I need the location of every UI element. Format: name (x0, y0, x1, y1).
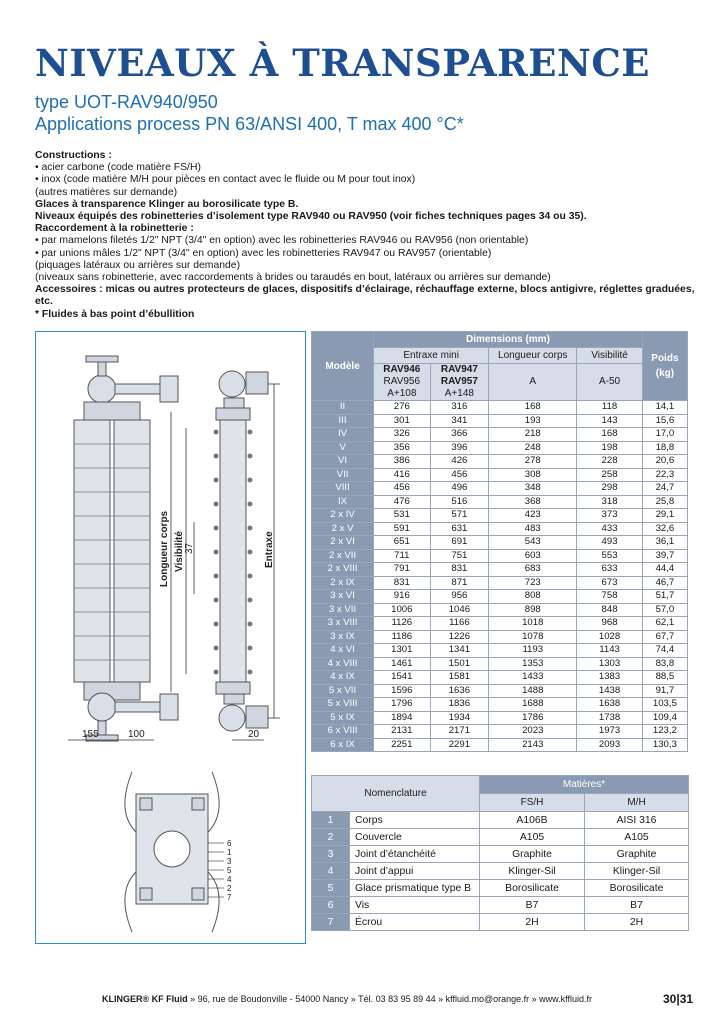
table-cell: 968 (577, 617, 643, 631)
model-cell: 3 x VII (312, 603, 374, 617)
model-cell: IX (312, 495, 374, 509)
table-cell: 1046 (430, 603, 489, 617)
label-longueur-corps: Longueur corps (159, 510, 170, 587)
model-cell: 2 x VI (312, 536, 374, 550)
table-cell: 456 (374, 482, 430, 496)
part-label: 2 (227, 884, 232, 893)
table-cell: 1006 (374, 603, 430, 617)
part-number-cell: 6 (312, 897, 350, 914)
table-row (312, 829, 689, 846)
header-fsh: FS/H (480, 794, 585, 812)
material-cell: A105 (585, 829, 689, 846)
table-cell: 651 (374, 536, 430, 550)
table-cell: 543 (489, 536, 577, 550)
table-cell: 1193 (489, 644, 577, 658)
material-cell: Graphite (480, 846, 585, 863)
material-cell: B7 (480, 897, 585, 914)
table-row (312, 414, 688, 428)
model-cell: 2 x VII (312, 549, 374, 563)
table-cell: 62,1 (642, 617, 687, 631)
footer-address: » 96, rue de Boudonville - 54000 Nancy » Tél. 03 83 95 89 44 » kffluid.mo@orange.fr » www.kffluid.fr (187, 994, 593, 1004)
model-cell: 5 x VII (312, 684, 374, 698)
technical-drawing (35, 331, 306, 944)
header-a: A (489, 364, 577, 401)
part-label: 5 (227, 866, 232, 875)
table-cell: 29,1 (642, 509, 687, 523)
table-cell: 476 (374, 495, 430, 509)
table-cell: 758 (577, 590, 643, 604)
materials-table-body (312, 812, 689, 931)
description (35, 150, 695, 321)
table-cell: 91,7 (642, 684, 687, 698)
table-cell: 2023 (489, 725, 577, 739)
table-cell: 74,4 (642, 644, 687, 658)
table-cell: 496 (430, 482, 489, 496)
label-visibilite: Visibilité (174, 531, 185, 572)
table-row (312, 897, 689, 914)
model-cell: 2 x IV (312, 509, 374, 523)
table-cell: 433 (577, 522, 643, 536)
dim-100: 100 (128, 729, 145, 740)
table-cell: 591 (374, 522, 430, 536)
model-cell: 3 x VIII (312, 617, 374, 631)
table-row (312, 495, 688, 509)
table-cell: 1226 (430, 630, 489, 644)
table-cell: 341 (430, 414, 489, 428)
raccordement-line: (niveaux sans robinetterie, avec raccordements à brides ou taraudés en bout, latéraux ou arrières sur demande) (35, 272, 551, 284)
model-cell: 3 x VI (312, 590, 374, 604)
table-cell: 130,3 (642, 738, 687, 752)
header-poids (642, 332, 687, 401)
model-cell: 4 x VI (312, 644, 374, 658)
part-label: 1 (227, 848, 232, 857)
table-cell: 168 (489, 401, 577, 415)
part-number-cell: 2 (312, 829, 350, 846)
header-rav946 (374, 364, 430, 401)
table-cell: 368 (489, 495, 577, 509)
table-cell: 916 (374, 590, 430, 604)
table-cell: 301 (374, 414, 430, 428)
constructions-line: • inox (code matière M/H pour pièces en contact avec le fluide ou M pour tout inox) (35, 174, 416, 186)
part-label: 6 (227, 839, 232, 848)
model-cell: 4 x IX (312, 671, 374, 685)
table-row (312, 812, 689, 829)
table-cell: 1461 (374, 657, 430, 671)
table-cell: 898 (489, 603, 577, 617)
table-cell: 22,3 (642, 468, 687, 482)
material-cell: Klinger-Sil (585, 863, 689, 880)
constructions-line: (autres matières sur demande) (35, 186, 178, 198)
material-cell: A105 (480, 829, 585, 846)
model-cell: II (312, 401, 374, 415)
table-row (312, 455, 688, 469)
table-cell: 751 (430, 549, 489, 563)
table-cell: 516 (430, 495, 489, 509)
header-a50: A-50 (577, 364, 643, 401)
header-dimensions: Dimensions (mm) (374, 332, 643, 348)
table-cell: 193 (489, 414, 577, 428)
table-cell: 51,7 (642, 590, 687, 604)
table-cell: 67,7 (642, 630, 687, 644)
model-cell: 3 x IX (312, 630, 374, 644)
table-cell: 258 (577, 468, 643, 482)
table-cell: 316 (430, 401, 489, 415)
table-row (312, 630, 688, 644)
table-cell: 553 (577, 549, 643, 563)
table-cell: 143 (577, 414, 643, 428)
table-cell: 308 (489, 468, 577, 482)
model-cell: 2 x V (312, 522, 374, 536)
table-cell: 1796 (374, 698, 430, 712)
table-cell: 1688 (489, 698, 577, 712)
part-number-cell: 5 (312, 880, 350, 897)
model-cell: IV (312, 428, 374, 442)
model-cell: VI (312, 455, 374, 469)
glaces-line: Glaces à transparence Klinger au borosilicate type B. (35, 198, 299, 210)
model-cell: 5 x IX (312, 711, 374, 725)
table-cell: 2251 (374, 738, 430, 752)
model-cell: 6 x IX (312, 738, 374, 752)
model-cell: 6 x VIII (312, 725, 374, 739)
part-number-cell: 3 (312, 846, 350, 863)
dimensions-table (311, 331, 688, 752)
table-cell: 57,0 (642, 603, 687, 617)
table-cell: 25,8 (642, 495, 687, 509)
material-cell: Borosilicate (585, 880, 689, 897)
header-a108-label: A+108 (387, 388, 417, 399)
page-title: NIVEAUX À TRANSPARENCE (35, 41, 650, 85)
material-cell: B7 (585, 897, 689, 914)
header-entraxe-mini: Entraxe mini (374, 348, 489, 364)
table-cell: 1438 (577, 684, 643, 698)
table-cell: 24,7 (642, 482, 687, 496)
table-cell: 1541 (374, 671, 430, 685)
header-visibilite: Visibilité (577, 348, 643, 364)
table-cell: 493 (577, 536, 643, 550)
table-cell: 603 (489, 549, 577, 563)
table-cell: 218 (489, 428, 577, 442)
part-name-cell: Corps (350, 812, 480, 829)
table-cell: 1353 (489, 657, 577, 671)
table-row (312, 671, 688, 685)
table-row (312, 428, 688, 442)
model-cell: VII (312, 468, 374, 482)
table-cell: 416 (374, 468, 430, 482)
table-cell: 831 (374, 576, 430, 590)
table-cell: 366 (430, 428, 489, 442)
material-cell: 2H (585, 914, 689, 931)
table-cell: 956 (430, 590, 489, 604)
header-matieres: Matières* (480, 776, 689, 794)
table-cell: 456 (430, 468, 489, 482)
table-row (312, 846, 689, 863)
table-row (312, 482, 688, 496)
subtitle-application: Applications process PN 63/ANSI 400, T max 400 °C* (35, 114, 464, 134)
table-row (312, 738, 688, 752)
table-cell: 723 (489, 576, 577, 590)
table-row (312, 509, 688, 523)
table-row (312, 522, 688, 536)
table-cell: 1301 (374, 644, 430, 658)
table-cell: 1143 (577, 644, 643, 658)
table-cell: 39,7 (642, 549, 687, 563)
table-row (312, 711, 688, 725)
model-cell: V (312, 441, 374, 455)
table-cell: 46,7 (642, 576, 687, 590)
right-gauge-drawing (216, 371, 268, 731)
table-cell: 17,0 (642, 428, 687, 442)
materials-table (311, 775, 689, 931)
model-cell: 4 x VIII (312, 657, 374, 671)
table-cell: 318 (577, 495, 643, 509)
raccordement-line: • par unions mâles 1/2" NPT (3/4" en option) avec les robinetteries RAV947 ou RAV957 (orientable) (35, 247, 492, 259)
table-cell: 848 (577, 603, 643, 617)
part-label: 3 (227, 857, 232, 866)
material-cell: AISI 316 (585, 812, 689, 829)
table-cell: 1341 (430, 644, 489, 658)
table-cell: 483 (489, 522, 577, 536)
table-row (312, 536, 688, 550)
part-name-cell: Joint d’étanchéité (350, 846, 480, 863)
table-cell: 1638 (577, 698, 643, 712)
header-rav946-label: RAV946 (383, 364, 421, 375)
model-cell: 2 x IX (312, 576, 374, 590)
table-row (312, 590, 688, 604)
header-a148-label: A+148 (444, 388, 474, 399)
raccordement-title: Raccordement à la robinetterie : (35, 223, 194, 235)
table-row (312, 617, 688, 631)
table-cell: 103,5 (642, 698, 687, 712)
part-name-cell: Joint d’appui (350, 863, 480, 880)
table-cell: 633 (577, 563, 643, 577)
part-label: 4 (227, 875, 232, 884)
material-cell: Graphite (585, 846, 689, 863)
drawing-svg (36, 332, 307, 945)
table-cell: 871 (430, 576, 489, 590)
model-cell: 5 x VIII (312, 698, 374, 712)
header-rav956-label: RAV956 (383, 376, 421, 387)
header-modele: Modèle (312, 332, 374, 401)
raccordement-line: (piquages latéraux ou arrières sur demande) (35, 259, 241, 271)
part-name-cell: Vis (350, 897, 480, 914)
table-cell: 15,6 (642, 414, 687, 428)
table-cell: 831 (430, 563, 489, 577)
part-number-cell: 1 (312, 812, 350, 829)
table-cell: 18,8 (642, 441, 687, 455)
table-cell: 1786 (489, 711, 577, 725)
table-cell: 2131 (374, 725, 430, 739)
table-cell: 571 (430, 509, 489, 523)
table-cell: 228 (577, 455, 643, 469)
part-label: 7 (227, 893, 232, 902)
table-cell: 2171 (430, 725, 489, 739)
table-row (312, 914, 689, 931)
table-cell: 44,4 (642, 563, 687, 577)
dim-155: 155 (82, 729, 99, 740)
table-row (312, 880, 689, 897)
table-cell: 36,1 (642, 536, 687, 550)
table-cell: 1126 (374, 617, 430, 631)
table-cell: 278 (489, 455, 577, 469)
table-row (312, 401, 688, 415)
niveaux-line: Niveaux équipés des robinetteries d’isolement type RAV940 ou RAV950 (voir fiches techniques pages 34 ou 35). (35, 211, 587, 223)
material-cell: Klinger-Sil (480, 863, 585, 880)
table-row (312, 644, 688, 658)
table-cell: 396 (430, 441, 489, 455)
table-cell: 426 (430, 455, 489, 469)
footer (102, 994, 592, 1004)
header-rav947-label: RAV947 (440, 364, 478, 375)
model-cell: VIII (312, 482, 374, 496)
table-cell: 1596 (374, 684, 430, 698)
table-cell: 1488 (489, 684, 577, 698)
table-cell: 808 (489, 590, 577, 604)
table-cell: 683 (489, 563, 577, 577)
part-number-cell: 7 (312, 914, 350, 931)
table-cell: 14,1 (642, 401, 687, 415)
table-cell: 1738 (577, 711, 643, 725)
table-cell: 276 (374, 401, 430, 415)
footnote-fluides: * Fluides à bas point d’ébullition (35, 308, 195, 320)
header-longueur-corps: Longueur corps (489, 348, 577, 364)
table-cell: 531 (374, 509, 430, 523)
table-row (312, 698, 688, 712)
table-cell: 198 (577, 441, 643, 455)
table-row (312, 576, 688, 590)
accessoires-line: Accessoires : micas ou autres protecteurs de glaces, dispositifs d’éclairage, réchauffage externe, blocs antigivre, réglettes graduées, etc. (35, 284, 695, 308)
table-cell: 1303 (577, 657, 643, 671)
table-cell: 83,8 (642, 657, 687, 671)
header-poids-unit: (kg) (655, 368, 675, 379)
table-cell: 1973 (577, 725, 643, 739)
table-cell: 248 (489, 441, 577, 455)
table-row (312, 657, 688, 671)
constructions-title: Constructions : (35, 150, 112, 161)
page-numbers: 30|31 (663, 992, 694, 1006)
footer-brand: KLINGER® KF Fluid (102, 994, 188, 1004)
table-cell: 118 (577, 401, 643, 415)
table-cell: 298 (577, 482, 643, 496)
label-entraxe: Entraxe (264, 531, 275, 568)
dim-20: 20 (248, 729, 260, 740)
part-name-cell: Couvercle (350, 829, 480, 846)
table-cell: 791 (374, 563, 430, 577)
table-cell: 326 (374, 428, 430, 442)
table-cell: 423 (489, 509, 577, 523)
table-row (312, 684, 688, 698)
header-poids-label: Poids (651, 353, 679, 364)
table-cell: 711 (374, 549, 430, 563)
table-cell: 2143 (489, 738, 577, 752)
table-cell: 348 (489, 482, 577, 496)
table-cell: 109,4 (642, 711, 687, 725)
table-row (312, 549, 688, 563)
table-cell: 1028 (577, 630, 643, 644)
label-37: 37 (184, 542, 195, 554)
table-cell: 20,6 (642, 455, 687, 469)
table-cell: 1934 (430, 711, 489, 725)
constructions-line: • acier carbone (code matière FS/H) (35, 162, 201, 174)
raccordement-line: • par mamelons filetés 1/2" NPT (3/4" en option) avec les robinetteries RAV946 ou RAV956 (non orientable) (35, 235, 529, 247)
table-cell: 1186 (374, 630, 430, 644)
part-name-cell: Écrou (350, 914, 480, 931)
table-cell: 673 (577, 576, 643, 590)
header-rav957-label: RAV957 (440, 376, 478, 387)
table-row (312, 863, 689, 880)
subtitle-type: type UOT-RAV940/950 (35, 92, 218, 112)
material-cell: 2H (480, 914, 585, 931)
table-cell: 1018 (489, 617, 577, 631)
part-number-cell: 4 (312, 863, 350, 880)
table-cell: 32,6 (642, 522, 687, 536)
table-row (312, 563, 688, 577)
table-cell: 168 (577, 428, 643, 442)
table-cell: 1078 (489, 630, 577, 644)
dimensions-table-body (312, 401, 688, 752)
table-cell: 1501 (430, 657, 489, 671)
material-cell: A106B (480, 812, 585, 829)
table-cell: 631 (430, 522, 489, 536)
part-name-cell: Glace prismatique type B (350, 880, 480, 897)
table-cell: 1433 (489, 671, 577, 685)
table-row (312, 441, 688, 455)
header-mh: M/H (585, 794, 689, 812)
model-cell: III (312, 414, 374, 428)
section-view-drawing (125, 772, 219, 932)
material-cell: Borosilicate (480, 880, 585, 897)
table-cell: 356 (374, 441, 430, 455)
table-cell: 88,5 (642, 671, 687, 685)
table-cell: 2093 (577, 738, 643, 752)
table-cell: 123,2 (642, 725, 687, 739)
model-cell: 2 x VIII (312, 563, 374, 577)
table-cell: 1581 (430, 671, 489, 685)
table-cell: 2291 (430, 738, 489, 752)
table-row (312, 603, 688, 617)
header-nomenclature: Nomenclature (312, 776, 480, 812)
table-cell: 1836 (430, 698, 489, 712)
table-cell: 373 (577, 509, 643, 523)
table-row (312, 725, 688, 739)
table-row (312, 468, 688, 482)
table-cell: 1383 (577, 671, 643, 685)
table-cell: 691 (430, 536, 489, 550)
table-cell: 1636 (430, 684, 489, 698)
header-rav947 (430, 364, 489, 401)
table-cell: 1166 (430, 617, 489, 631)
table-cell: 386 (374, 455, 430, 469)
table-cell: 1894 (374, 711, 430, 725)
